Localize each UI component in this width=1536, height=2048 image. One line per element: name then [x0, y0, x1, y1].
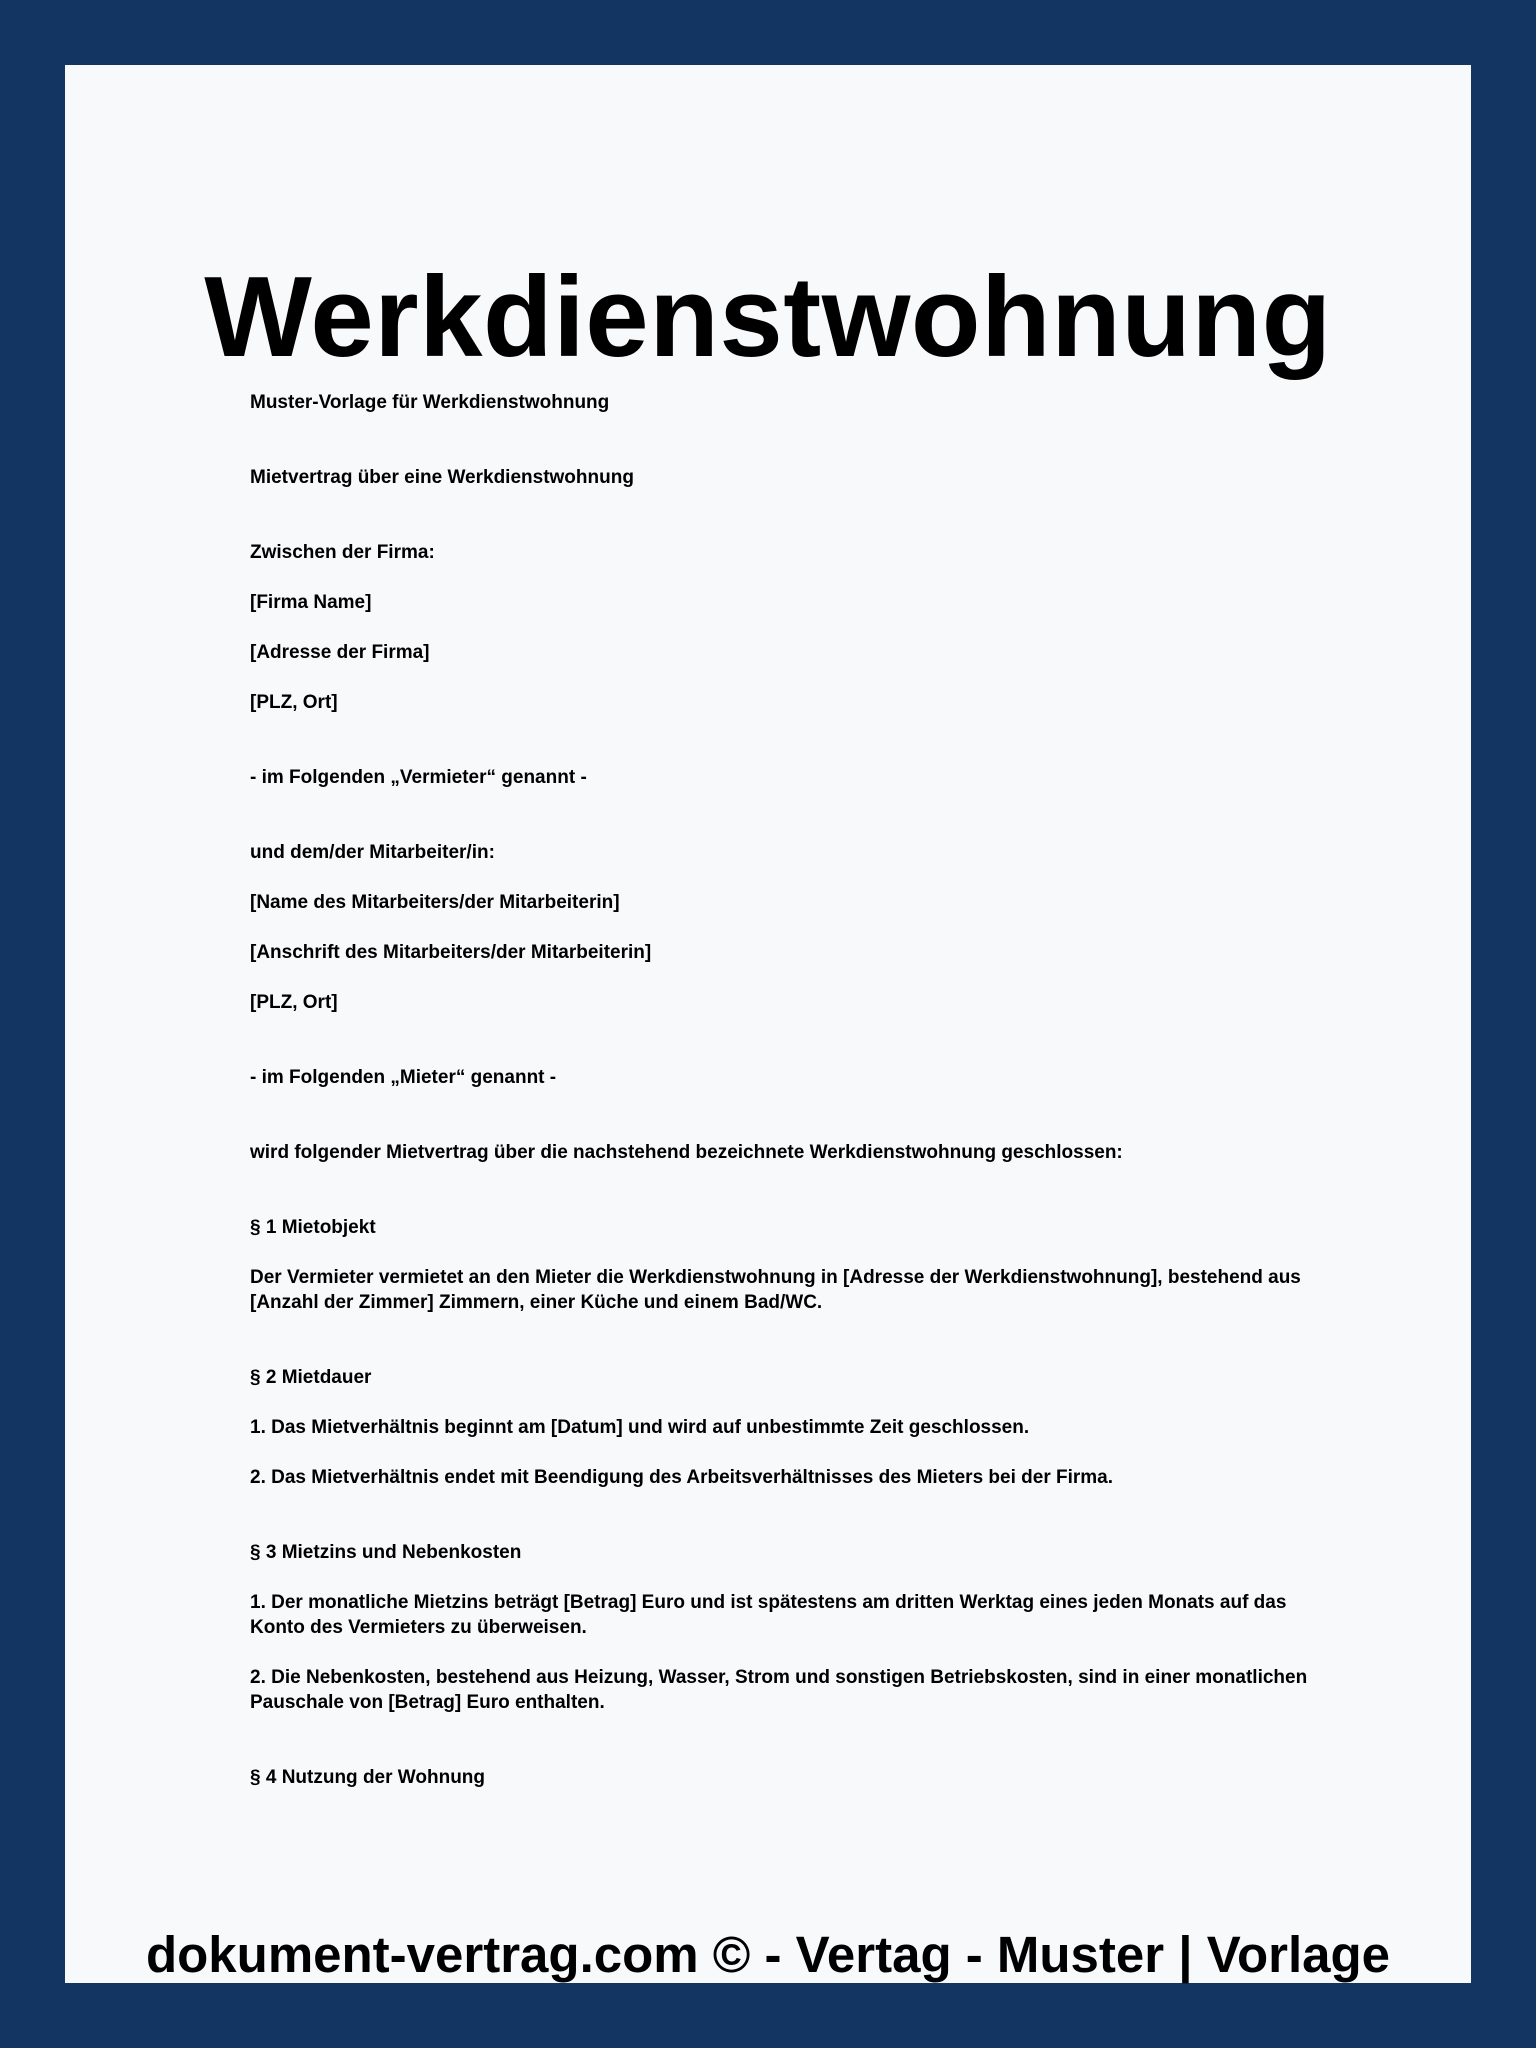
- landlord-address: [Adresse der Firma]: [250, 642, 430, 663]
- tenant-intro: und dem/der Mitarbeiter/in:: [250, 842, 495, 863]
- landlord-designation: - im Folgenden „Vermieter“ genannt -: [250, 767, 587, 788]
- tenant-name: [Name des Mitarbeiters/der Mitarbeiterin]: [250, 892, 620, 913]
- section-2-heading: § 2 Mietdauer: [250, 1367, 372, 1388]
- tenant-zip-city: [PLZ, Ort]: [250, 992, 338, 1013]
- section-1-paragraph: Der Vermieter vermietet an den Mieter die Werkdienstwohnung in [Adresse der Werkdienstwohnung], bestehend aus [Anzahl der Zimmer] Zimmern, einer Küche und einem Bad/WC.: [250, 1267, 1301, 1313]
- section-1-heading: § 1 Mietobjekt: [250, 1217, 376, 1238]
- section-3-heading: § 3 Mietzins und Nebenkosten: [250, 1542, 522, 1563]
- contract-heading: Mietvertrag über eine Werkdienstwohnung: [250, 467, 634, 488]
- section-4-heading: § 4 Nutzung der Wohnung: [250, 1767, 486, 1788]
- landlord-zip-city: [PLZ, Ort]: [250, 692, 338, 713]
- landlord-company-name: [Firma Name]: [250, 592, 372, 613]
- template-heading: Muster-Vorlage für Werkdienstwohnung: [250, 392, 610, 413]
- document-page: [65, 65, 1471, 1983]
- contract-conclusion: wird folgender Mietvertrag über die nachstehend bezeichnete Werkdienstwohnung geschlossen:: [250, 1142, 1123, 1163]
- section-3-item-2: 2. Die Nebenkosten, bestehend aus Heizung, Wasser, Strom und sonstigen Betriebskosten, sind in einer monatlichen Pauschale von [Betrag] Euro enthalten.: [250, 1667, 1308, 1713]
- tenant-address: [Anschrift des Mitarbeiters/der Mitarbeiterin]: [250, 942, 652, 963]
- tenant-designation: - im Folgenden „Mieter“ genannt -: [250, 1067, 557, 1088]
- section-3-item-1: 1. Der monatliche Mietzins beträgt [Betrag] Euro und ist spätestens am dritten Werktag eines jeden Monats auf das Konto des Vermieters zu überweisen.: [250, 1592, 1287, 1638]
- landlord-intro: Zwischen der Firma:: [250, 542, 435, 563]
- document-title: Werkdienstwohnung: [204, 254, 1332, 381]
- section-2-item-2: 2. Das Mietverhältnis endet mit Beendigung des Arbeitsverhältnisses des Mieters bei der Firma.: [250, 1467, 1114, 1488]
- section-2-item-1: 1. Das Mietverhältnis beginnt am [Datum] und wird auf unbestimmte Zeit geschlossen.: [250, 1417, 1030, 1438]
- footer-watermark: dokument-vertrag.com © - Vertag - Muster | Vorlage: [146, 1926, 1390, 1983]
